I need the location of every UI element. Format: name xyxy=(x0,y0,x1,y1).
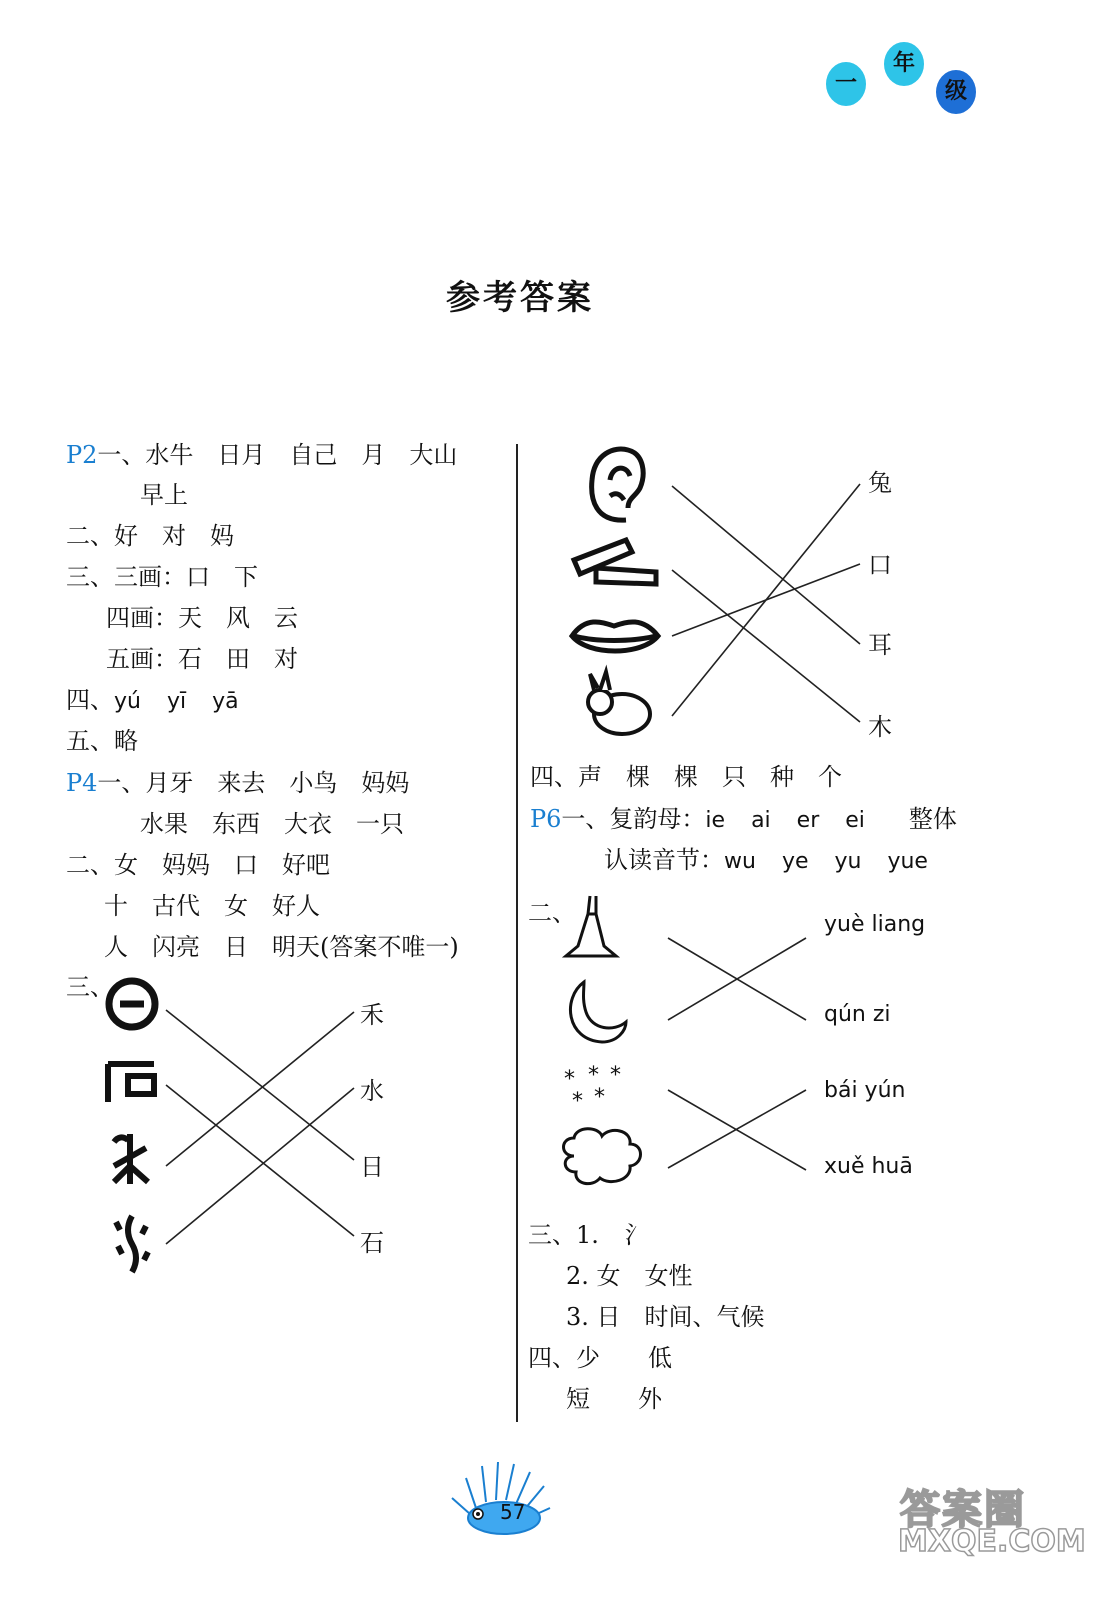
match-word-ri: 日 xyxy=(360,1153,384,1181)
p2-q1-text: 一、水牛 日月 自己 月 大山 xyxy=(97,441,458,469)
match-word-tu: 兔 xyxy=(868,469,892,497)
grade-char-3: 级 xyxy=(944,79,967,104)
p6-q4-line2: 短 外 xyxy=(566,1385,662,1413)
p6-q3-line1-answer: 氵 xyxy=(624,1221,649,1249)
match-pinyin-xuehua: xuě huā xyxy=(824,1154,913,1179)
lips-icon xyxy=(572,622,658,651)
p4-q1-line2: 水果 东西 大衣 一只 xyxy=(140,810,404,838)
match-word-he: 禾 xyxy=(360,1001,384,1029)
p6-label: P6 xyxy=(530,805,562,833)
p6-q1-line2-prefix: 认读音节： xyxy=(604,846,724,874)
p6-q1-tail: 整体 xyxy=(908,805,957,833)
match-word-kou: 口 xyxy=(868,551,892,579)
svg-text:*: * xyxy=(564,1067,575,1092)
final-er: er xyxy=(796,808,820,833)
svg-text:*: * xyxy=(588,1063,599,1088)
p2-q3-line1: 三、三画：口 下 xyxy=(66,563,258,591)
p4-q2-line1: 二、女 妈妈 口 好吧 xyxy=(66,851,330,879)
snowflakes-icon xyxy=(564,1063,621,1114)
p4-label: P4 xyxy=(66,769,98,797)
p2-q3-line3: 五画：石 田 对 xyxy=(106,645,298,673)
watermark-logo: 答案圈 xyxy=(900,1487,1026,1533)
ear-icon xyxy=(592,449,643,520)
p2-q5: 五、略 xyxy=(66,727,138,755)
match-word-mu: 木 xyxy=(868,713,892,741)
svg-text:*: * xyxy=(594,1085,605,1110)
pinyin-yu: yú xyxy=(114,689,141,714)
match-word-shi: 石 xyxy=(360,1229,384,1257)
final-ie: ie xyxy=(705,808,726,833)
picture-icons xyxy=(566,440,666,750)
match-pinyin-qunzi: qún zi xyxy=(824,1002,891,1027)
pinyin-yi: yī xyxy=(166,689,187,714)
match-word-er: 耳 xyxy=(868,631,892,659)
match-pinyin-yueliang: yuè liang xyxy=(824,912,926,937)
p4-q3-prefix: 三、 xyxy=(66,973,114,1001)
grade-char-1: 一 xyxy=(834,71,857,96)
p6-q1-prefix: 一、复韵母： xyxy=(561,805,706,833)
final-ai: ai xyxy=(751,808,771,833)
pinyin-ya: yā xyxy=(212,689,239,714)
final-ei: ei xyxy=(845,808,865,833)
svg-text:*: * xyxy=(572,1089,583,1114)
p6-q3-line1 xyxy=(528,1220,649,1250)
p4-q2-line2: 十 古代 女 好人 xyxy=(104,892,320,920)
svg-text:*: * xyxy=(610,1063,621,1088)
p6-q3-line1-prefix: 三、1. xyxy=(528,1221,599,1249)
p6-q1-line2 xyxy=(604,845,928,877)
p4-q1-text: 一、月牙 来去 小鸟 妈妈 xyxy=(97,769,410,797)
p2-q3-line2: 四画：天 风 云 xyxy=(106,604,298,632)
p6-q1-line1 xyxy=(530,804,957,836)
p2-label: P2 xyxy=(66,441,98,469)
p2-q1-line2: 早上 xyxy=(140,481,188,509)
syllable-ye: ye xyxy=(781,849,809,874)
grade-char-2: 年 xyxy=(892,51,915,76)
page-title: 参考答案 xyxy=(446,278,594,318)
sticks-icon xyxy=(574,540,656,584)
match-pinyin-baiyun: bái yún xyxy=(824,1078,906,1103)
syllable-wu: wu xyxy=(724,849,756,874)
p6-q3-line3: 3. 日 时间、气候 xyxy=(566,1303,765,1331)
p4-q2-line3: 人 闪亮 日 明天(答案不唯一) xyxy=(104,933,459,961)
right-q4: 四、声 棵 棵 只 种 个 xyxy=(530,763,842,791)
p6-q2-prefix: 二、 xyxy=(528,899,576,927)
page-number: 57 xyxy=(500,1500,526,1524)
syllable-yue: yue xyxy=(887,849,928,874)
picture-icons-2 xyxy=(558,890,668,1200)
crescent-moon-icon xyxy=(570,982,626,1042)
dress-icon xyxy=(566,896,616,956)
p6-q3-line2: 2. 女 女性 xyxy=(566,1262,693,1290)
rabbit-icon xyxy=(588,672,650,734)
p2-q2: 二、好 对 妈 xyxy=(66,522,234,550)
match-word-shui: 水 xyxy=(360,1077,384,1105)
p6-q4-line1: 四、少 低 xyxy=(528,1344,672,1372)
p2-q4-prefix: 四、 xyxy=(66,686,114,714)
watermark-url: MXQE.COM xyxy=(898,1524,1086,1559)
syllable-yu: yu xyxy=(834,849,862,874)
hedgehog-mascot-icon xyxy=(446,1458,556,1538)
cloud-icon xyxy=(564,1129,641,1184)
